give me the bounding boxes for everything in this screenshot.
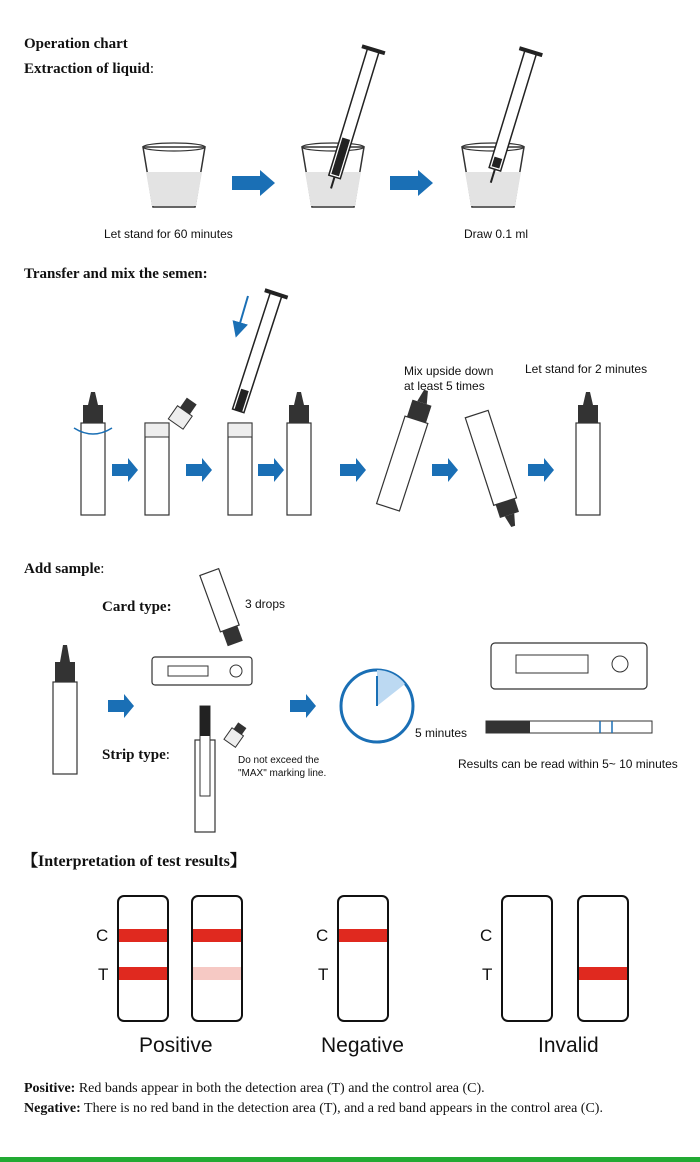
- arrow-right-icon: [186, 458, 212, 482]
- control-band: [119, 929, 167, 942]
- test-band: [119, 967, 167, 980]
- strip-type-colon: :: [165, 747, 170, 763]
- test-card-icon: [152, 569, 252, 685]
- arrow-right-icon: [232, 170, 275, 196]
- add-sample-heading: [24, 561, 104, 578]
- add-sample-colon: :: [100, 561, 105, 577]
- control-band: [339, 929, 387, 942]
- positive-strip-1: [118, 896, 168, 1021]
- c-label-invalid: C: [480, 926, 493, 945]
- positive-note-text: Red bands appear in both the detection area (T) and the control area (C).: [75, 1081, 485, 1096]
- max-note-1: Do not exceed the: [238, 755, 320, 766]
- arrow-right-icon: [258, 458, 284, 482]
- negative-label: Negative: [321, 1034, 404, 1057]
- tube-tilted-icon: [377, 387, 438, 511]
- add-sample-heading-text: Add sample: [24, 561, 101, 577]
- result-card-icon: [491, 643, 647, 689]
- strip-type-label: [102, 747, 170, 764]
- arrow-right-icon: [108, 694, 134, 718]
- transfer-heading: Transfer and mix the semen:: [24, 266, 208, 282]
- negative-note-label: Negative:: [24, 1101, 81, 1116]
- timer-clock-icon: [341, 670, 413, 742]
- max-note-2: "MAX" marking line.: [238, 768, 327, 779]
- tube-open-icon: [145, 396, 199, 515]
- arrow-right-icon: [432, 458, 458, 482]
- arrow-right-icon: [528, 458, 554, 482]
- strip-type-text: Strip type: [102, 747, 166, 763]
- positive-note: [24, 1081, 485, 1097]
- tube-closed-icon: [287, 392, 311, 515]
- arrow-right-icon: [290, 694, 316, 718]
- timer-label: 5 minutes: [415, 726, 468, 740]
- cup-syringe-icon: [302, 44, 385, 207]
- page-title: Operation chart: [24, 36, 128, 52]
- test-band: [579, 967, 627, 980]
- tube-inverted-icon: [465, 410, 524, 530]
- invalid-label: Invalid: [538, 1034, 599, 1057]
- card-type-label: Card type:: [102, 599, 172, 615]
- stand-label: Let stand for 2 minutes: [525, 362, 648, 376]
- results-note: Results can be read within 5~ 10 minutes: [458, 757, 678, 771]
- t-label-invalid: T: [482, 965, 493, 984]
- arrow-right-icon: [112, 458, 138, 482]
- invalid-strip-2: [578, 896, 628, 1021]
- caption-draw: Draw 0.1 ml: [464, 227, 529, 241]
- faint-test-band: [193, 967, 241, 980]
- extraction-heading-text: Extraction of liquid: [24, 61, 150, 77]
- positive-strip-2: [192, 896, 242, 1021]
- c-label-positive: C: [96, 926, 109, 945]
- arrow-right-icon: [390, 170, 433, 196]
- negative-strip: [338, 896, 388, 1021]
- t-label-negative: T: [318, 965, 329, 984]
- sample-tube-icon: [53, 645, 77, 774]
- caption-stand-60: Let stand for 60 minutes: [104, 227, 233, 241]
- extraction-colon: :: [149, 61, 155, 77]
- cup-draw-icon: [462, 46, 543, 207]
- mix-label-1: Mix upside down: [404, 364, 494, 378]
- tube-standing-icon: [576, 392, 600, 515]
- arrow-right-icon: [340, 458, 366, 482]
- tube-syringe-icon: [227, 288, 288, 515]
- bottom-accent-line: [0, 1157, 700, 1162]
- interpretation-heading: 【Interpretation of test results】: [22, 853, 246, 870]
- c-label-negative: C: [316, 926, 329, 945]
- cup-standing-icon: [143, 143, 205, 207]
- negative-note-text: There is no red band in the detection area (T), and a red band appears in the control area (C).: [80, 1101, 603, 1116]
- tube-capped-icon: [74, 392, 112, 515]
- mix-label-2: at least 5 times: [404, 379, 485, 393]
- control-band: [193, 929, 241, 942]
- positive-note-label: Positive:: [24, 1081, 76, 1096]
- positive-label: Positive: [139, 1034, 213, 1057]
- invalid-strip-1: [502, 896, 552, 1021]
- t-label-positive: T: [98, 965, 109, 984]
- result-strip-icon: [486, 721, 652, 733]
- negative-note: [24, 1101, 603, 1117]
- drops-label: 3 drops: [245, 597, 286, 611]
- extraction-heading: [24, 61, 154, 78]
